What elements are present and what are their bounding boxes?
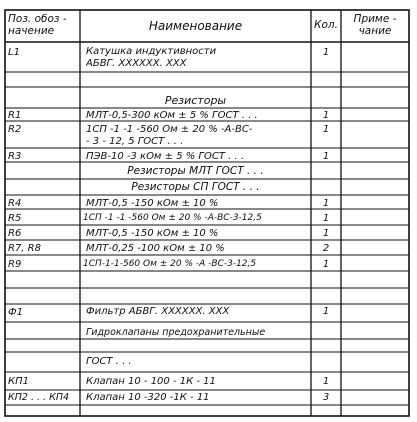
row-qty: 1 <box>322 259 330 270</box>
row-pos: КП1 <box>8 376 29 387</box>
row-name: Клапан 10 - 100 - 1К - 11 <box>86 376 216 387</box>
row-qty: 1 <box>322 306 330 317</box>
row-name: - 3 - 12, 5 ГОСТ . . . <box>86 136 184 147</box>
row-name: ПЭВ-10 -3 кОм ± 5 % ГОСТ . . . <box>86 151 245 162</box>
row-pos: R7, R8 <box>8 243 41 254</box>
row-qty: 1 <box>322 376 330 387</box>
section-title: Гидроклапаны предохранительные <box>86 327 266 338</box>
row-name: МЛТ-0,25 -100 кОм ± 10 % <box>86 243 225 254</box>
row-pos: Ф1 <box>8 307 23 318</box>
section-title: ГОСТ . . . <box>86 356 132 367</box>
row-qty: 1 <box>322 228 330 239</box>
row-pos: R5 <box>8 213 22 224</box>
header-note-line2: чание <box>358 26 392 37</box>
row-qty: 1 <box>322 198 330 209</box>
row-qty: 1 <box>322 124 330 135</box>
row-pos: R2 <box>8 124 22 135</box>
header-qty: Кол. <box>314 20 338 31</box>
header-note-line1: Приме - <box>353 14 397 25</box>
row-pos: R4 <box>8 198 22 209</box>
row-name: АБВГ. ХХХХХХ. ХХХ <box>86 58 187 69</box>
row-qty: 1 <box>322 151 330 162</box>
row-pos: R6 <box>8 228 22 239</box>
row-pos: R3 <box>8 151 22 162</box>
row-qty: 1 <box>322 110 330 121</box>
row-name: 1СП -1 -1 -560 Ом ± 20 % -А-ВС-3-12,5 <box>83 213 262 223</box>
header-name: Наименование <box>148 20 243 33</box>
row-qty: 1 <box>322 213 330 224</box>
row-pos: КП2 . . . КП4 <box>8 392 70 403</box>
row-name: 1СП-1-1-560 Ом ± 20 % -А -ВС-3-12,5 <box>83 259 257 269</box>
section-title: Резисторы МЛТ ГОСТ . . . <box>127 166 264 177</box>
row-name: МЛТ-0,5 -150 кОм ± 10 % <box>86 228 219 239</box>
row-name: Катушка индуктивности <box>86 46 217 57</box>
row-pos: R1 <box>8 110 22 121</box>
row-pos: R9 <box>8 259 22 270</box>
section-title: Резисторы СП ГОСТ . . . <box>131 182 260 193</box>
row-pos: L1 <box>8 47 20 58</box>
row-qty: 2 <box>322 243 330 254</box>
section-title: Резисторы <box>164 95 227 106</box>
row-name: МЛТ-0,5-300 кОм ± 5 % ГОСТ . . . <box>86 110 258 121</box>
row-qty: 3 <box>322 392 330 403</box>
header-pos-line1: Поз. обоз - <box>8 14 67 25</box>
header-pos-line2: начение <box>8 26 55 37</box>
row-name: Клапан 10 -320 -1К - 11 <box>86 392 210 403</box>
row-name: МЛТ-0,5 -150 кОм ± 10 % <box>86 198 219 209</box>
row-qty: 1 <box>322 47 330 58</box>
row-name: Фильтр АБВГ. ХХХХХХ. ХХХ <box>86 306 230 317</box>
row-name: 1СП -1 -1 -560 Ом ± 20 % -А-ВС- <box>86 124 253 135</box>
